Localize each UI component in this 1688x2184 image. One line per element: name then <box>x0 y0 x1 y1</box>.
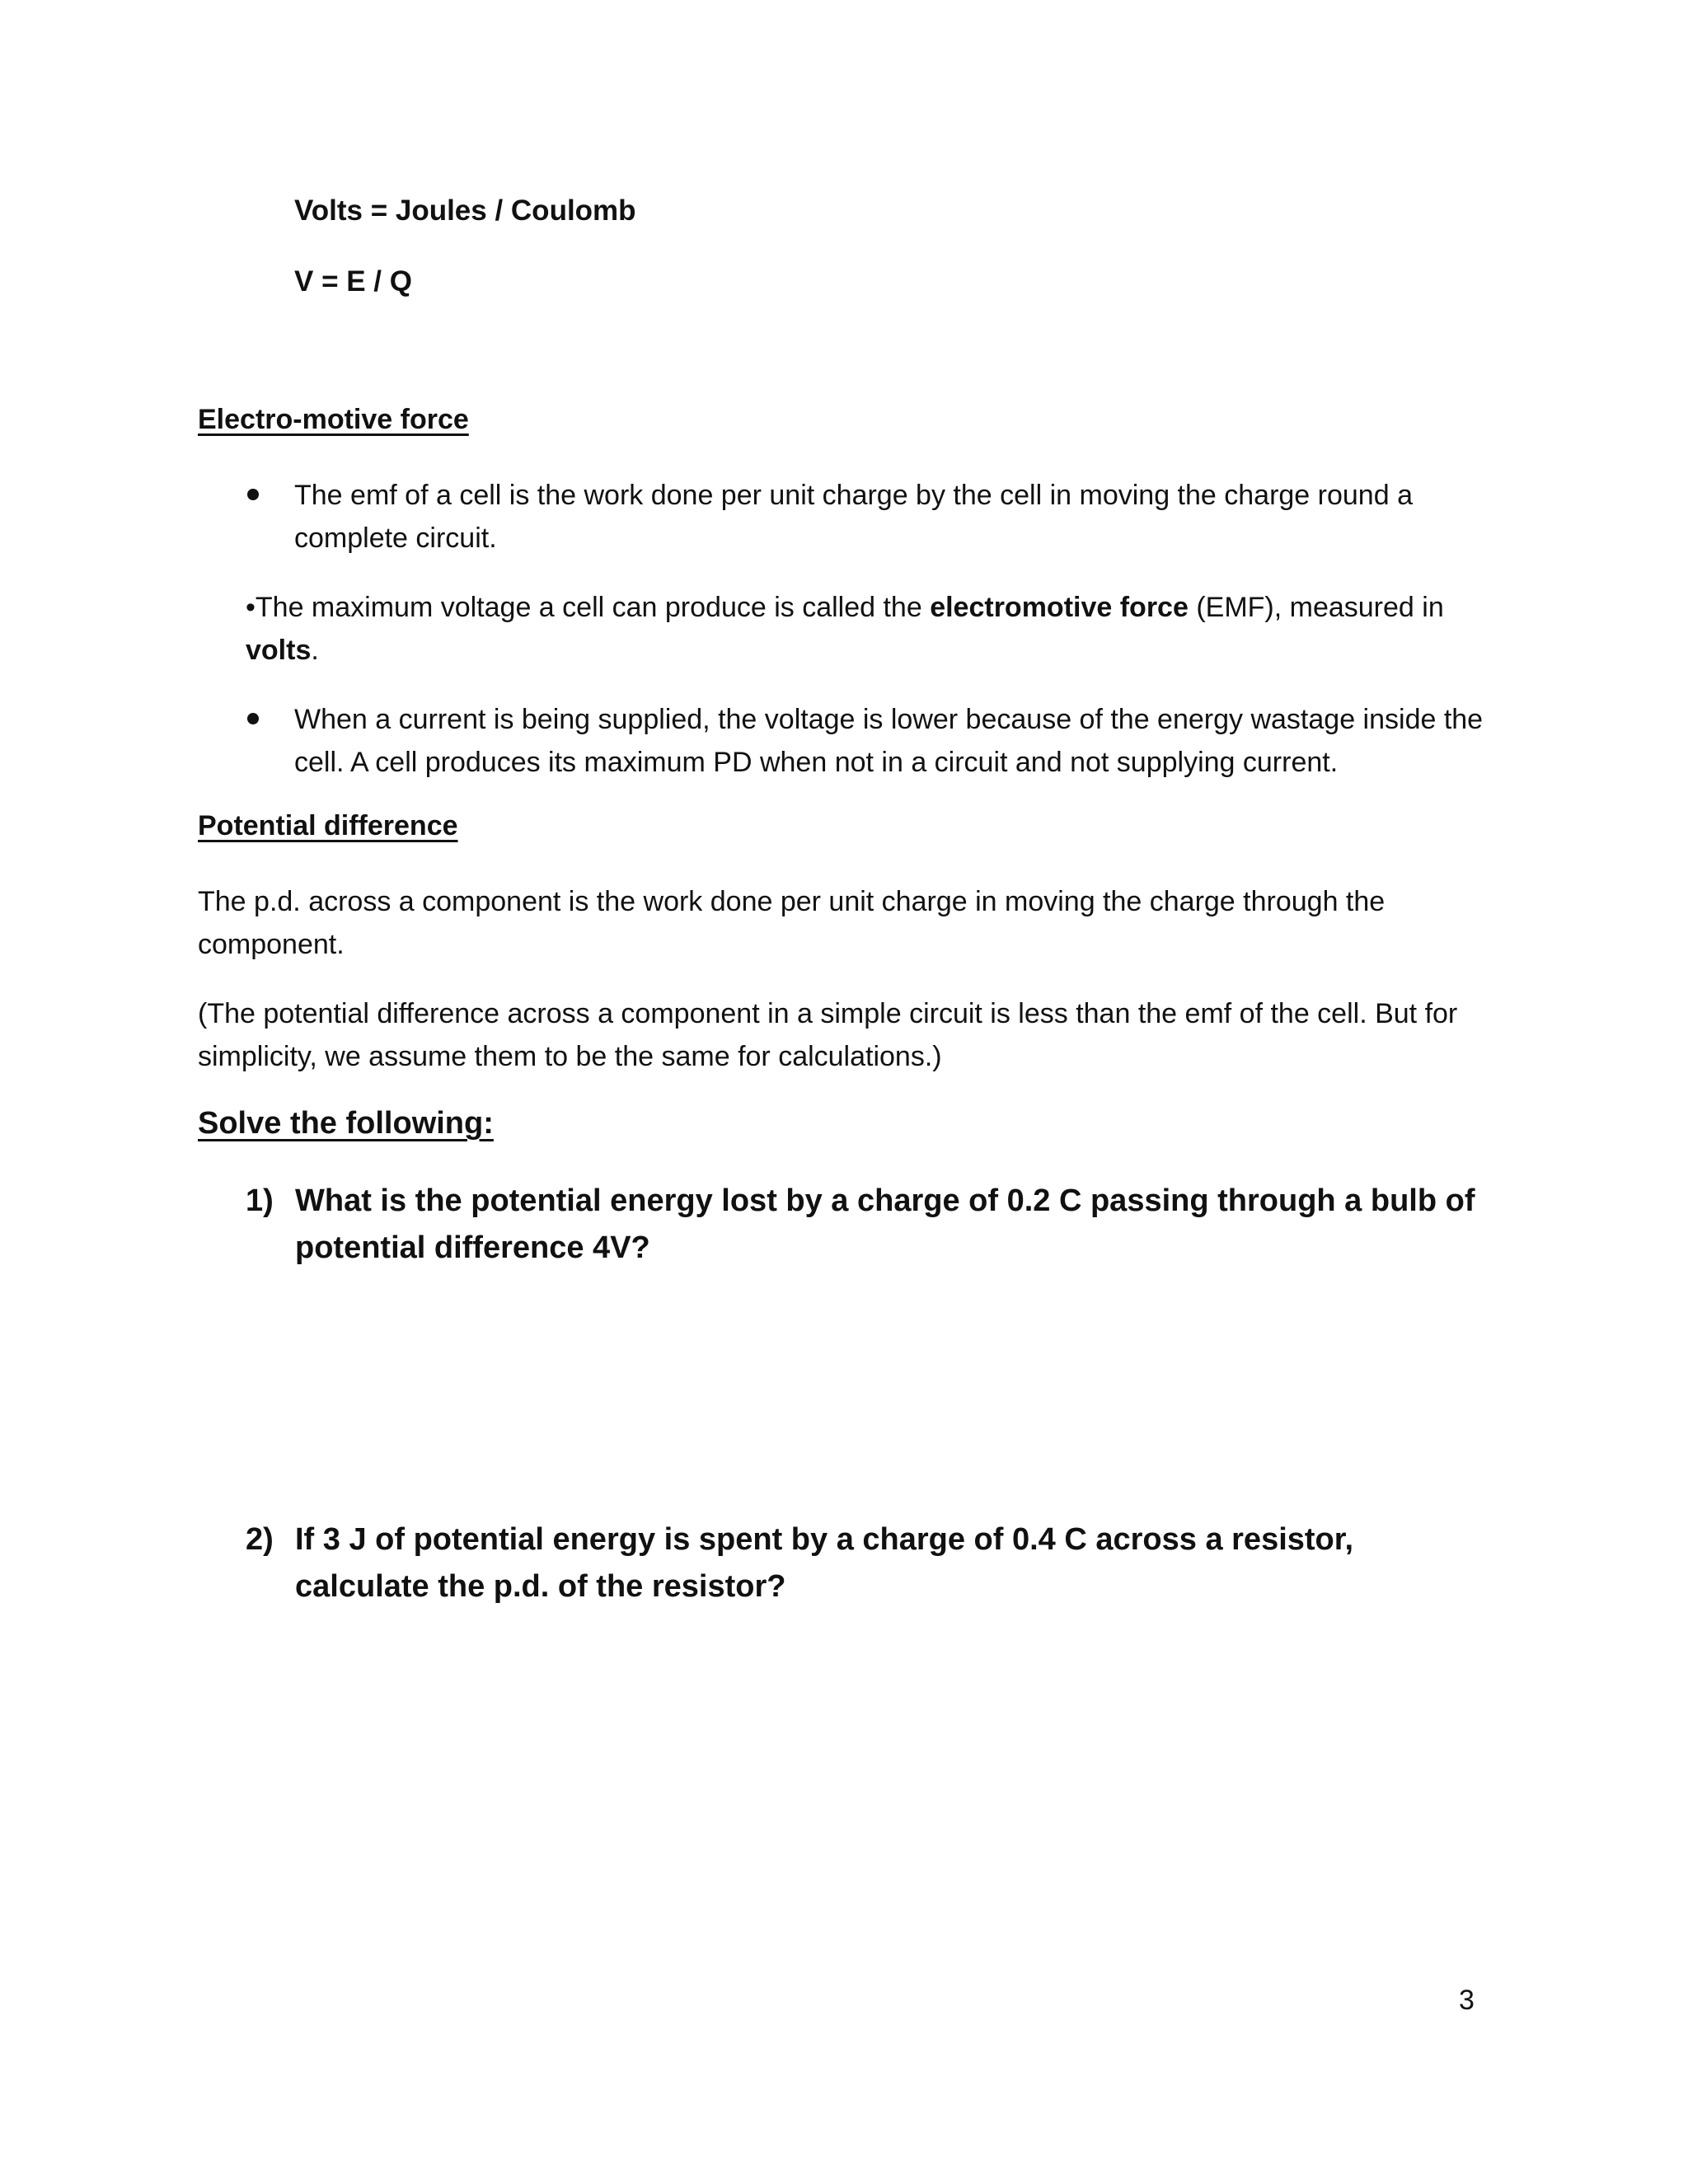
question-text: What is the potential energy lost by a charge of 0.2 C passing through a bulb of potential difference 4V? <box>295 1183 1475 1265</box>
question-text: If 3 J of potential energy is spent by a charge of 0.4 C across a resistor, calculate the p.d. of the resistor? <box>295 1522 1354 1604</box>
question-1 <box>246 1178 1507 1277</box>
exercises-heading: Solve the following: <box>198 1106 494 1141</box>
emf-bullet-2 <box>246 586 1498 672</box>
pd-heading: Potential difference <box>198 810 458 841</box>
emf-term-electromotive-force: electromotive force <box>930 592 1189 623</box>
emf-bullet-1: The emf of a cell is the work done per unit charge by the cell in moving the charge round a complete circuit. <box>294 480 1413 554</box>
bullet-icon <box>247 489 259 500</box>
question-2 <box>246 1516 1507 1615</box>
emf-bullet-2-mid: (EMF), measured in <box>1188 592 1444 623</box>
pd-paragraph-1: The p.d. across a component is the work done per unit charge in moving the charge through the component. <box>198 886 1386 960</box>
formula-v-e-q: V = E / Q <box>294 265 412 298</box>
emf-term-volts: volts <box>246 635 312 666</box>
page-number: 3 <box>1459 1985 1475 2016</box>
emf-bullet-2-prefix: •The maximum voltage a cell can produce is called the <box>246 592 931 623</box>
question-number: 1) <box>246 1183 274 1218</box>
question-number: 2) <box>246 1522 274 1557</box>
bullet-icon <box>247 713 259 724</box>
emf-bullet-2-end: . <box>311 635 319 666</box>
pd-paragraph-2: (The potential difference across a component in a simple circuit is less than the emf of the cell. But for simplicity, we assume them to be the same for calculations.) <box>198 998 1458 1072</box>
emf-heading: Electro-motive force <box>198 404 469 435</box>
emf-bullet-3: When a current is being supplied, the voltage is lower because of the energy wastage inside the cell. A cell produces its maximum PD when not in a circuit and not supplying current. <box>294 704 1484 778</box>
formula-volts-joules-coulomb: Volts = Joules / Coulomb <box>294 194 636 227</box>
